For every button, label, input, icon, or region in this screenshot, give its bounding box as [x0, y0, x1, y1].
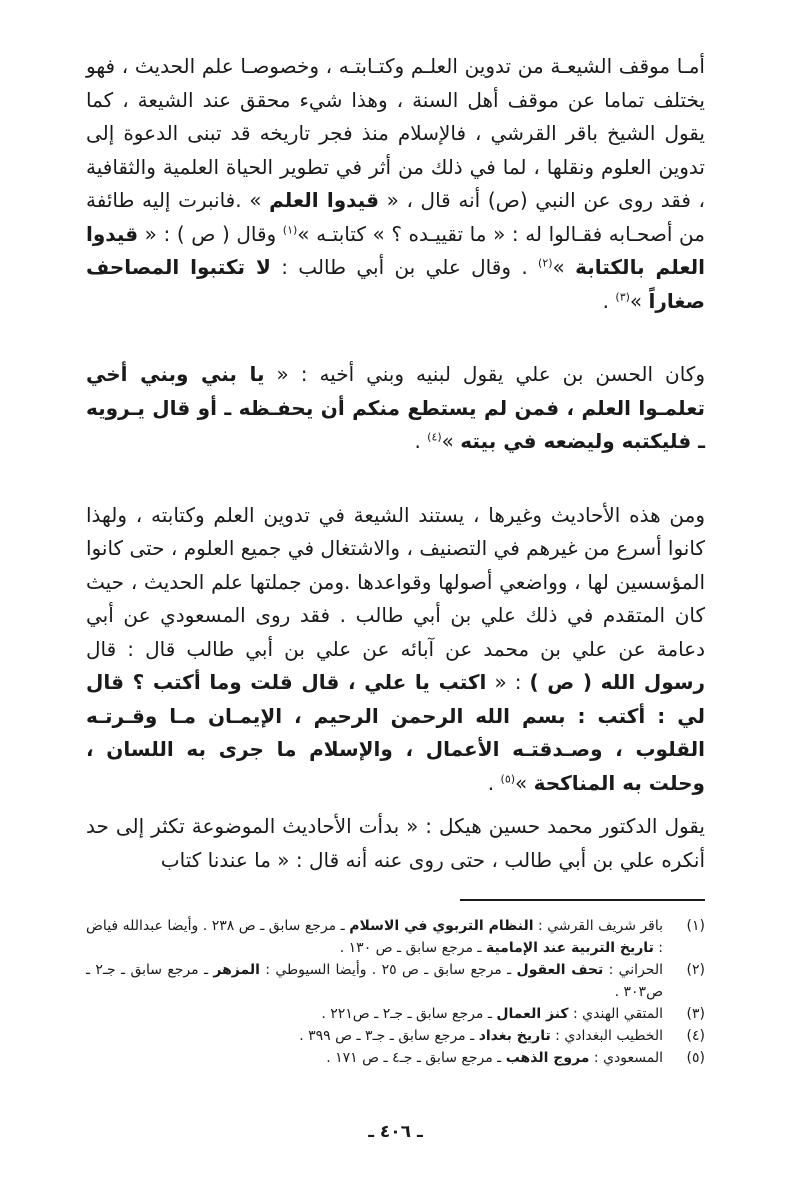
footnote-4 — [86, 1025, 705, 1047]
text-run: » — [515, 770, 534, 795]
paragraph-2 — [86, 358, 705, 459]
footnote-ref-5: (٥) — [500, 771, 516, 785]
text-run: الخطيب البغدادي : — [550, 1028, 663, 1044]
text-run: الحراني : — [603, 962, 663, 978]
text-run: » — [552, 255, 576, 279]
footnotes — [86, 915, 705, 1069]
text-run: ومن هذه الأحاديث وغيرها ، يستند الشيعة في تدوين العلم وكتابته ، ولهذا كانوا أسرع من غيرهم في التصنيف ، والاشتغال في جميع العلوم ، حتى كانوا المؤسسين لها ، وواضعي أصولها وقواعدها .ومن جملتها علم الحديث ، حيث كان المتقدم في ذلك علي بن أبي طالب . فقد روى المسعودي عن أبي دعامة عن علي بن محمد عن آبائه عن علي بن أبي طالب قال : قال — [86, 502, 705, 661]
text-run: . — [602, 288, 616, 313]
footnote-ref-1: (١) — [282, 222, 298, 236]
text-run: . وقال علي بن أبي طالب : — [270, 255, 539, 279]
text-run: وكان الحسن بن علي يقول لبنيه وبني أخيه : « — [264, 362, 705, 386]
book-title: تاريخ التربية عند الإمامية — [485, 940, 654, 956]
quote-bold: قيدوا العلم بالكتابة — [86, 221, 706, 279]
footnote-number: (٤) — [686, 1028, 705, 1044]
book-title: النظام التربوي في الاسلام — [349, 918, 534, 934]
footnote-5 — [86, 1047, 705, 1069]
book-title: المزهر — [213, 962, 260, 978]
footnote-ref-4: (٤) — [427, 430, 442, 444]
text-run: باقر شريف القرشي : — [533, 918, 664, 934]
text-run: ـ مرجع سابق ـ جـ٢ ـ ص٣٠٣ . — [86, 962, 663, 1000]
book-title: تاريخ بغداد — [478, 1028, 551, 1044]
paragraph-3 — [86, 499, 705, 801]
page-number: ـ ٤٠٦ ـ — [368, 1122, 423, 1142]
text-run: المسعودي : — [589, 1050, 663, 1066]
quote-bold: يا بني وبني أخي تعلمـوا العلم ، فمن لم يستطع منكم أن يحفـظه ـ أو قال يـرويه ـ فليكتبه وليضعه في بيته — [86, 362, 705, 453]
footnote-number: (٢) — [686, 962, 705, 978]
book-title: مروج الذهب — [505, 1050, 590, 1066]
text-run: ـ مرجع سابق ـ ص ٢٥ . وأيضا السيوطي : — [259, 962, 517, 978]
text-run: . — [414, 429, 428, 453]
quote-bold: اكتب يا علي ، قال قلت وما أكتب ؟ قال لي : أكتب : بسم الله الرحمن الرحيم ، الإيمـان مـا وقـرتـه القلوب ، وصـدقتـه الأعمال ، والإسلام ما جرى به اللسان ، وحلت به المناكحة — [86, 670, 705, 795]
footnote-ref-2: (٢) — [538, 256, 553, 270]
footnote-ref-3: (٣) — [615, 289, 630, 303]
footnote-text — [86, 1047, 663, 1069]
footnote-number: (٣) — [686, 1006, 705, 1022]
footnote-divider — [460, 899, 705, 901]
quote-bold: رسول الله ( ص ) — [529, 670, 705, 694]
quote-bold: قيدوا العلم — [269, 188, 379, 212]
footnote-text — [86, 915, 663, 959]
text-run: ـ مرجع سابق ـ جـ٢ ـ ص٢٢١ . — [321, 1006, 497, 1022]
footnote-1 — [86, 915, 705, 959]
text-run: » — [629, 288, 649, 313]
footnote-text — [86, 959, 663, 1003]
text-run: . — [487, 770, 501, 795]
text-run: ـ مرجع سابق ـ ص ٢٣٨ . وأيضا عبدالله فياض : — [86, 918, 663, 956]
paragraph-4 — [86, 810, 705, 877]
paragraph-1 — [86, 50, 705, 318]
text-run: وقال ( ص ) : « — [138, 221, 283, 246]
footnote-number: (١) — [686, 918, 705, 934]
text-run: أمـا موقف الشيعـة من تدوين العلـم وكتـابتـه ، وخصوصـا علم الحديث ، فهو يختلف تماما عن موقف أهل السنة ، وهذا شيء محقق عند الشيعة ، كما يقول الشيخ باقر القرشي ، فالإسلام منذ فجر تاريخه قد تبنى الدعوة إلى تدوين العلوم ونقلها ، لما في ذلك من أثر في تطوير الحياة العلمية والثقافية ، فقد روى عن النبي (ص) أنه قال ، « — [86, 54, 705, 212]
text-run: ـ مرجع سابق ـ جـ٣ ـ ص ٣٩٩ . — [299, 1028, 479, 1044]
text-run: : « — [486, 670, 530, 694]
footnote-3 — [86, 1003, 705, 1025]
text-run: » .فانبرت إليه طائفة من أصحـابه فقـالوا له : « ما تقييـده ؟ » كتابتـه » — [86, 188, 705, 246]
book-title: تحف العقول — [516, 962, 604, 978]
book-title: كنز العمال — [496, 1006, 569, 1022]
text-run: ـ مرجع سابق ـ ص ١٣٠ . — [339, 940, 486, 956]
text-run: المتقي الهندي : — [568, 1006, 663, 1022]
quote-bold: لا تكتبوا المصاحف صغاراً — [86, 255, 705, 313]
text-run: يقول الدكتور محمد حسين هيكل : « بدأت الأحاديث الموضوعة تكثر إلى حد أنكره علي بن أبي طالب ، حتى روى عنه أنه قال : « ما عندنا كتاب — [86, 814, 705, 872]
footnote-number: (٥) — [686, 1050, 705, 1066]
footnote-text — [86, 1025, 663, 1047]
text-run: » — [441, 429, 461, 453]
footnote-text — [86, 1003, 663, 1025]
text-run: ـ مرجع سابق ـ جـ٤ ـ ص ١٧١ . — [326, 1050, 506, 1066]
footnote-2 — [86, 959, 705, 1003]
